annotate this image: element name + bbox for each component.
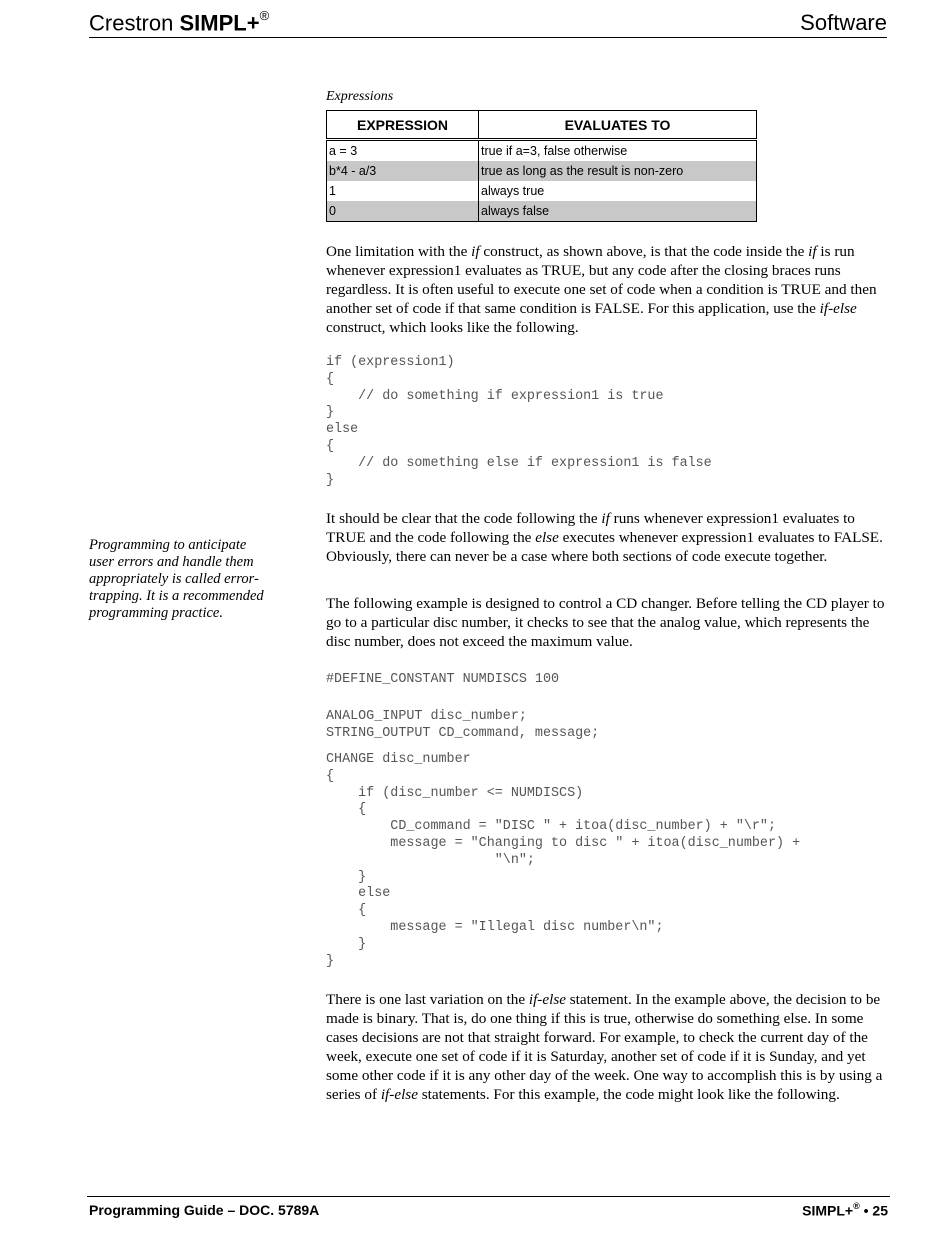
keyword-if: if (471, 243, 480, 260)
code-block-change-handler: CHANGE disc_number { if (disc_number <= NUMDISCS) { CD_command = "DISC " + itoa(disc_number) + "\r"; message = "Changing to disc " + itoa(disc_number) + "\n"; } else { message = "Illegal disc number\n"; } } (326, 752, 801, 969)
table-row (327, 140, 757, 162)
footer-doc-title: Programming Guide – DOC. 5789A (89, 1202, 320, 1218)
evaluates-cell: true if a=3, false otherwise (479, 140, 757, 162)
evaluates-cell: true as long as the result is non-zero (479, 161, 757, 181)
keyword-if-else: if-else (819, 300, 857, 317)
table-row (327, 201, 757, 222)
keyword-if: if (808, 243, 817, 260)
expression-cell: a = 3 (327, 140, 479, 162)
paragraph-last-variation (326, 990, 890, 1104)
text-run: statement. In the example above, the decision to be made is binary. That is, do one thing if this is true, otherwise do something else. In some cases decisions are not that straight forward. For example, to check the current day of the week, execute one set of code if it is Saturday, another set of code if it is Sunday, and yet some other code if it is any other day of the week. One way to accomplish this is by using a series of (326, 991, 883, 1103)
code-block-define-constant: #DEFINE_CONSTANT NUMDISCS 100 (326, 672, 560, 687)
header-rule (89, 37, 887, 38)
evaluates-cell: always false (479, 201, 757, 222)
table-row (327, 181, 757, 201)
expression-cell: 1 (327, 181, 479, 201)
text-run: statements. For this example, the code might look like the following. (417, 1086, 840, 1103)
keyword-if-else: if-else (528, 991, 566, 1008)
paragraph-if-else-explanation (326, 509, 890, 566)
paragraph-if-limitation (326, 242, 890, 337)
header-title (89, 10, 269, 36)
keyword-else: else (535, 529, 559, 546)
text-run: There is one last variation on the (326, 991, 529, 1008)
header-product: SIMPL+ (179, 10, 260, 36)
code-block-if-else: if (expression1) { // do something if expression1 is true } else { // do something else if expression1 is false } (326, 355, 712, 488)
footer-rule (87, 1196, 890, 1197)
text-run: runs whenever expression1 evaluates to TRUE and the code following the (326, 510, 855, 546)
keyword-if-else: if-else (380, 1086, 418, 1103)
table-row (327, 161, 757, 181)
footer-page-info (802, 1202, 888, 1219)
column-header-evaluates-to: EVALUATES TO (479, 111, 757, 140)
table-header-row (327, 111, 757, 140)
text-run: executes whenever expression1 evaluates to FALSE. Obviously, there can never be a case where both sections of code execute together. (326, 529, 883, 565)
footer-bullet: • (863, 1202, 869, 1219)
page-number: 25 (872, 1202, 888, 1219)
text-run: construct, which looks like the following. (326, 319, 579, 336)
keyword-if: if (601, 510, 610, 527)
text-run: One limitation with the (326, 243, 472, 260)
margin-note: Programming to anticipate user errors and handle them appropriately is called error-trapping. It is a recommended programming practice. (89, 537, 264, 621)
footer-product: SIMPL+ (802, 1202, 854, 1219)
text-run: construct, as shown above, is that the code inside the (479, 243, 809, 260)
header-brand: Crestron (89, 10, 174, 36)
text-run: is run whenever expression1 evaluates as TRUE, but any code after the closing braces runs regardless. It is often useful to execute one set of code when a condition is TRUE and then another set of code if that same condition is FALSE. For this application, use the (326, 243, 877, 317)
header-section: Software (800, 10, 887, 35)
column-header-expression: EXPRESSION (327, 111, 479, 140)
table-caption: Expressions (326, 89, 394, 104)
header-registered-mark: ® (259, 8, 270, 23)
code-block-io-declarations: ANALOG_INPUT disc_number; STRING_OUTPUT CD_command, message; (326, 709, 600, 741)
paragraph-cd-changer: The following example is designed to control a CD changer. Before telling the CD player to go to a particular disc number, it checks to see that the analog value, which represents the disc number, does not exceed the maximum value. (326, 595, 885, 650)
evaluates-cell: always true (479, 181, 757, 201)
expression-cell: 0 (327, 201, 479, 222)
expression-cell: b*4 - a/3 (327, 161, 479, 181)
footer-registered-mark: ® (853, 1201, 860, 1211)
expressions-table (326, 110, 757, 222)
text-run: It should be clear that the code following the (326, 510, 602, 527)
